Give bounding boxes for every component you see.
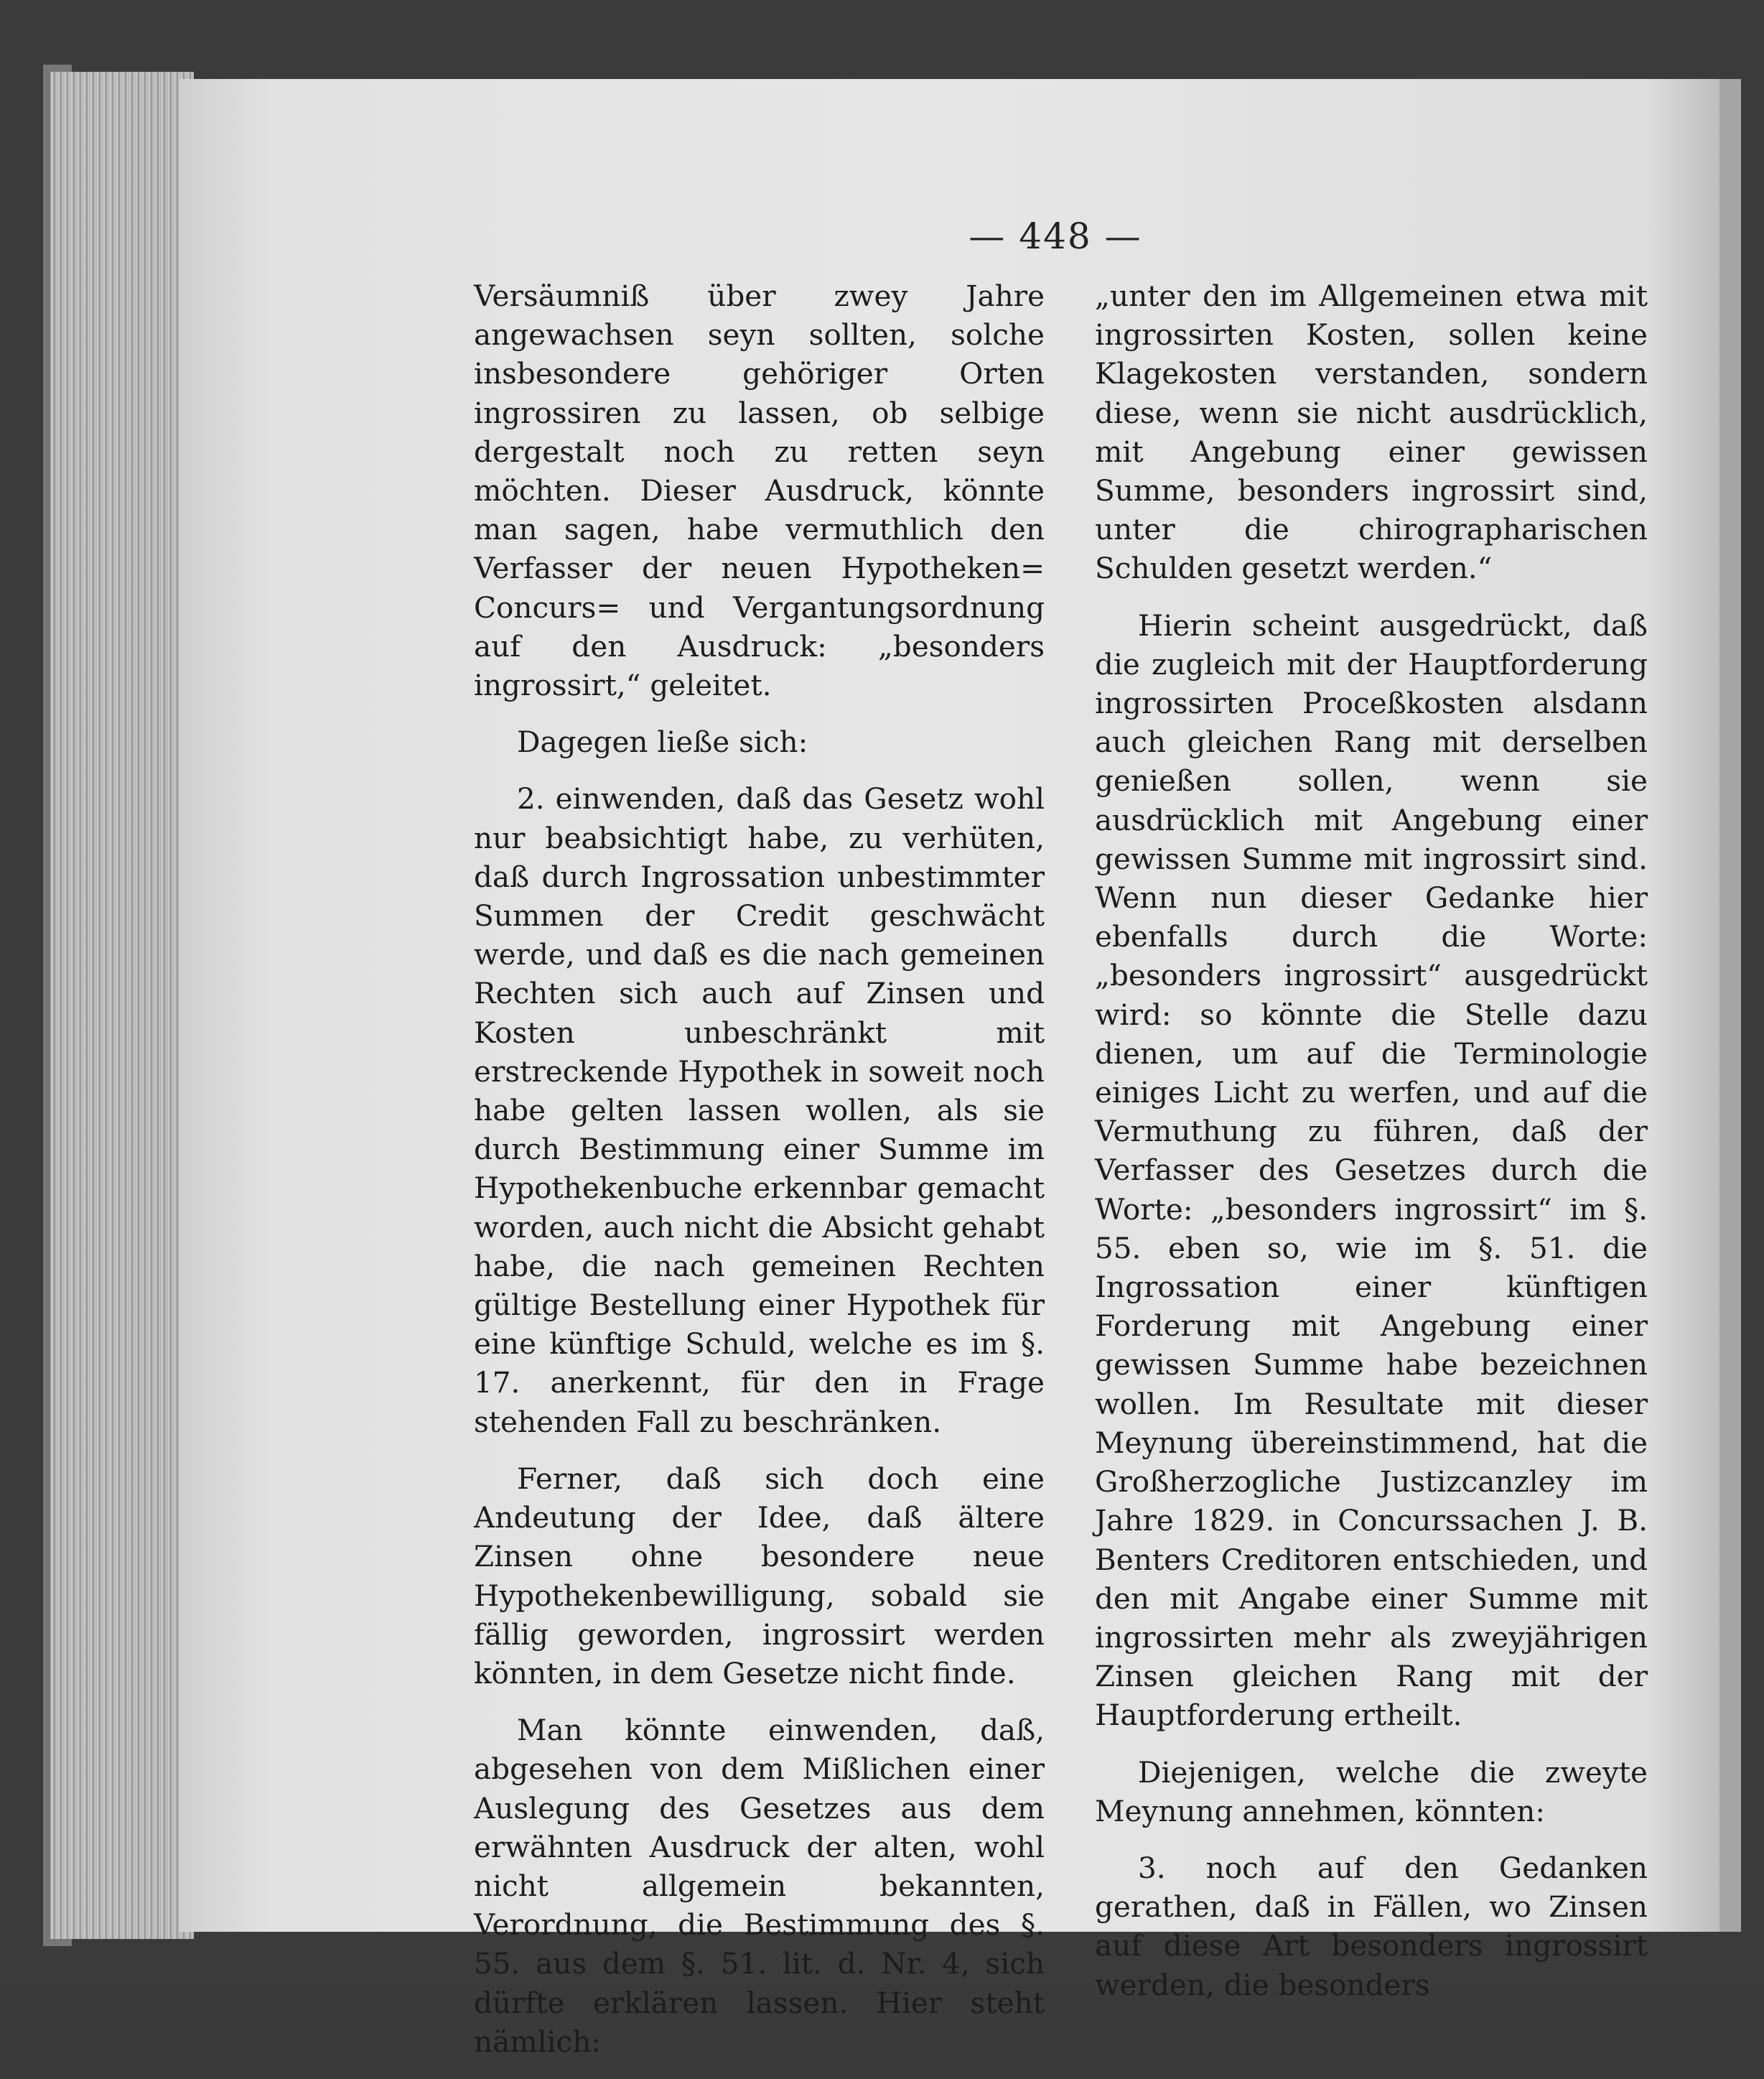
paragraph: Man könnte einwenden, daß, abgesehen von dem Mißlichen einer Auslegung des Gesetzes aus dem erwähnten Ausdruck der alten, wohl nicht allgemein bekannten, Verordnung, die Bestimmung des §. 55. aus dem §. 51. lit. d. Nr. 4, sich dürfte erklären lassen. Hier steht nämlich: <box>474 1713 1045 2059</box>
paragraph: Hierin scheint ausgedrückt, daß die zugleich mit der Hauptforderung ingrossirten Proceßkosten alsdann auch gleichen Rang mit derselben genießen sollen, wenn sie ausdrücklich mit Angebung einer gewissen Summe mit ingrossirt sind. Wenn nun dieser Gedanke hier ebenfalls durch die Worte: „besonders ingrossirt“ ausgedrückt wird: so könnte die Stelle dazu dienen, um auf die Terminologie einiges Licht zu werfen, und auf die Vermuthung zu führen, daß der Verfasser des Gesetzes durch die Worte: „besonders ingrossirt“ im §. 55. eben so, wie im §. 51. die Ingrossation einer künftigen Forderung mit Angebung einer gewissen Summe habe bezeichnen wollen. Im Resultate mit dieser Meynung übereinstimmend, hat die Großherzogliche Justizcanzley im Jahre 1829. in Concurssachen J. B. Benters Creditoren entschieden, und den mit Angabe einer Summe mit ingrossirten mehr als zweyjährigen Zinsen gleichen Rang mit der Hauptforderung ertheilt. <box>1095 608 1648 1733</box>
paragraph: Versäumniß über zwey Jahre angewachsen seyn sollten, solche insbesondere gehöriger Orten ingrossiren zu lassen, ob selbige dergestalt noch zu retten seyn möchten. Dieser Ausdruck, könnte man sagen, habe vermuthlich den Verfasser der neuen Hypotheken= Concurs= und Vergantungsordnung auf den Ausdruck: „besonders ingrossirt,“ geleitet. <box>474 279 1045 703</box>
page-edges <box>50 72 194 1939</box>
paragraph: Dagegen ließe sich: <box>517 725 808 760</box>
page-number: — 448 — <box>969 215 1142 257</box>
right-text-column <box>1095 276 1648 2022</box>
paragraph: 2. einwenden, daß das Gesetz wohl nur beabsichtigt habe, zu verhüten, daß durch Ingrossation unbestimmter Summen der Credit geschwächt werde, und daß es die nach gemeinen Rechten sich auch auf Zinsen und Kosten unbeschränkt mit erstreckende Hypothek in soweit noch habe gelten lassen wollen, als sie durch Bestimmung einer Summe im Hypothekenbuche erkennbar gemacht worden, auch nicht die Absicht gehabt habe, die nach gemeinen Rechten gültige Bestellung einer Hypothek für eine künftige Schuld, welche es im §. 17. anerkennt, für den in Frage stehenden Fall zu beschränken. <box>474 781 1045 1439</box>
paragraph: 3. noch auf den Gedanken gerathen, daß in Fällen, wo Zinsen auf diese Art besonders ingrossirt werden, die besonders <box>1095 1850 1648 2002</box>
paragraph: Diejenigen, welche die zweyte Meynung annehmen, könnten: <box>1095 1754 1648 1828</box>
left-text-column <box>474 276 1045 2079</box>
page-right-edge <box>1719 79 1741 1932</box>
paragraph: Ferner, daß sich doch eine Andeutung der Idee, daß ältere Zinsen ohne besondere neue Hypothekenbewilligung, sobald sie fällig geworden, ingrossirt werden könnten, in dem Gesetze nicht finde. <box>474 1461 1045 1690</box>
quotation-paragraph: „unter den im Allgemeinen etwa mit ingrossirten Kosten, sollen keine Klagekosten verstanden, sondern diese, wenn sie nicht ausdrücklich, mit Angebung einer gewissen Summe, besonders ingrossirt sind, unter die chirographarischen Schulden gesetzt werden.“ <box>1095 279 1648 586</box>
